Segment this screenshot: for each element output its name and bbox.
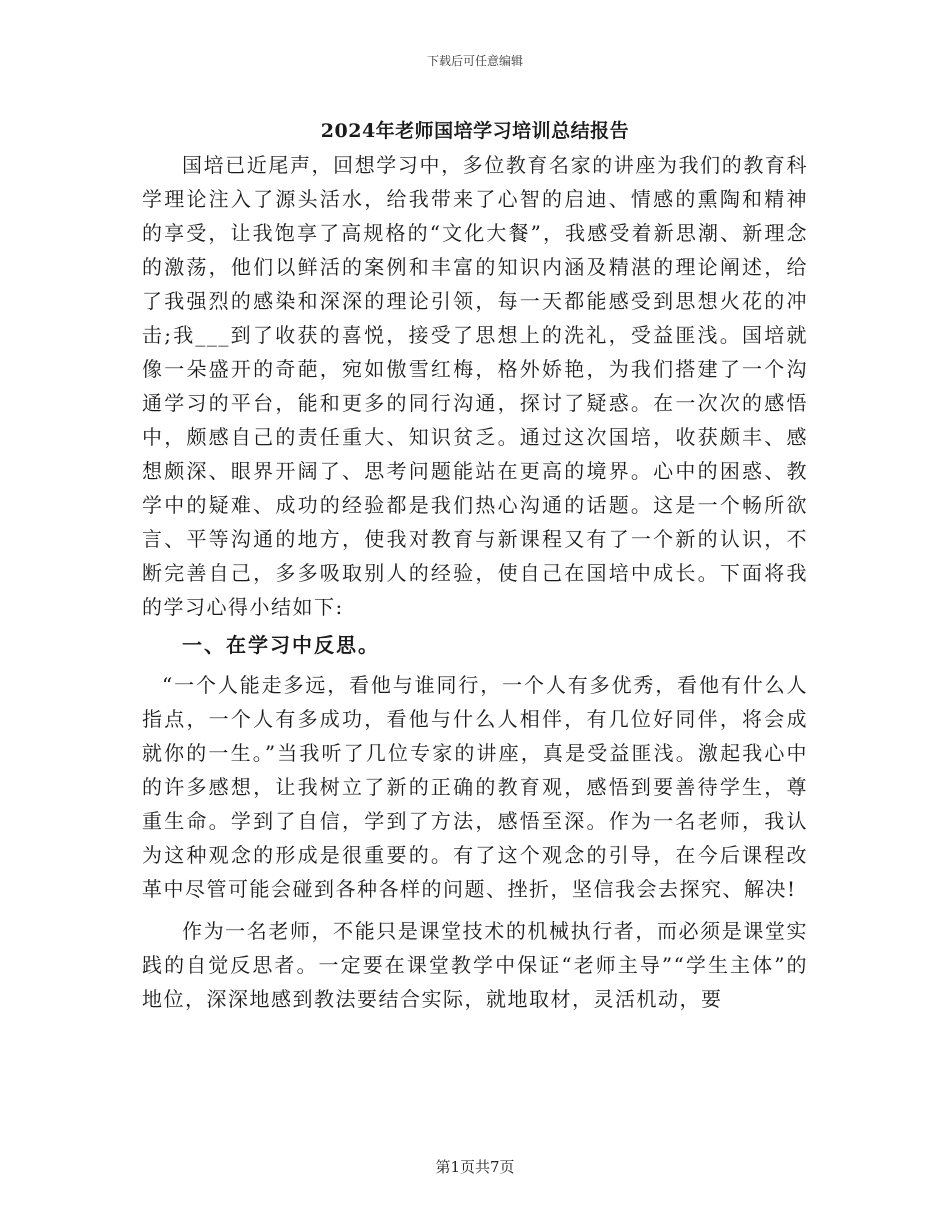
paragraph-reflection: 作为一名老师，不能只是课堂技术的机械执行者，而必须是课堂实践的自觉反思者。一定要在课堂教学中保证“老师主导”“学生主体”的地位，深深地感到教法要结合实际，就地取材，灵活机动，要 [142,919,808,1011]
paragraph-intro: 国培已近尾声，回想学习中，多位教育名家的讲座为我们的教育科学理论注入了源头活水，给我带来了心智的启迪、情感的熏陶和精神的享受，让我饱享了高规格的“文化大餐”，我感受着新思潮、新理念的激荡，他们以鲜活的案例和丰富的知识内涵及精湛的理论阐述，给了我强烈的感染和深深的理论引领，每一天都能感受到思想火花的冲击;我___到了收获的喜悦，接受了思想上的洗礼，受益匪浅。国培就像一朵盛开的奇葩，宛如傲雪红梅，格外娇艳，为我们搭建了一个沟通学习的平台，能和更多的同行沟通，探讨了疑惑。在一次次的感悟中，颇感自己的责任重大、知识贫乏。通过这次国培，收获颇丰、感想颇深、眼界开阔了、思考问题能站在更高的境界。心中的困惑、教学中的疑难、成功的经验都是我们热心沟通的话题。这是一个畅所欲言、平等沟通的地方，使我对教育与新课程又有了一个新的认识，不断完善自己，多多吸取别人的经验，使自己在国培中成长。下面将我的学习心得小结如下: [142,153,808,619]
paragraph-quote: “一个人能走多远，看他与谁同行，一个人有多优秀，看他有什么人指点，一个人有多成功，看他与什么人相伴，有几位好同伴，将会成就你的一生。”当我听了几位专家的讲座，真是受益匪浅。激起我心中的许多感想，让我树立了新的正确的教育观，感悟到要善待学生，尊重生命。学到了自信，学到了方法，感悟至深。作为一名老师，我认为这种观念的形成是很重要的。有了这个观念的引导，在今后课程改革中尽管可能会碰到各种各样的问题、挫折，坚信我会去探究、解决! [142,673,808,901]
header-note: 下载后可任意编辑 [426,54,523,68]
section-heading-1: 一、在学习中反思。 [182,633,380,657]
document-title: 2024年老师国培学习培训总结报告 [320,120,630,142]
page-number-footer: 第1页共7页 [435,1158,515,1176]
document-body [142,148,808,1016]
